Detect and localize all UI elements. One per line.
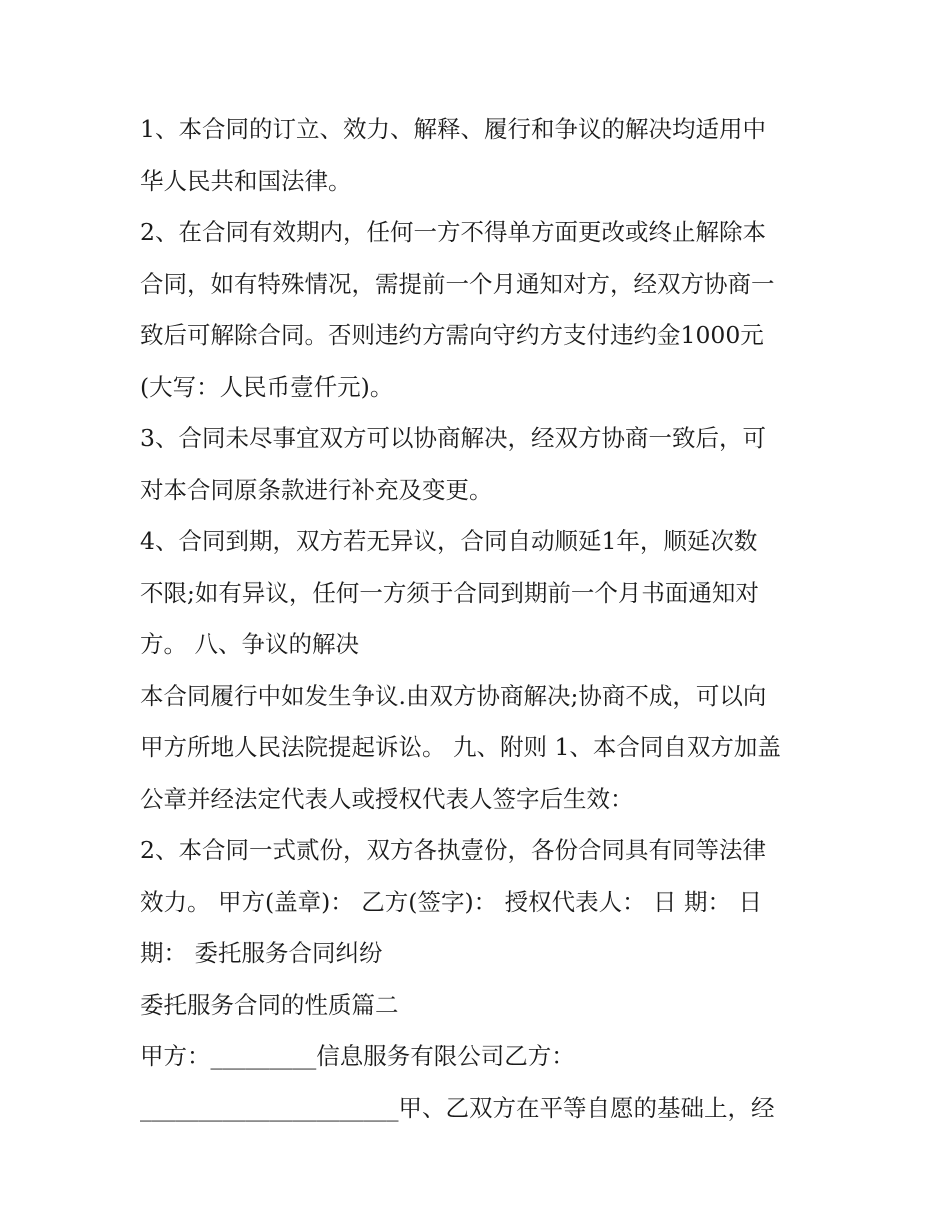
text-line: 甲方所地人民法院提起诉讼。 九、附则 1、本合同自双方加盖 xyxy=(140,733,781,761)
text-line: 效力。 甲方(盖章)： 乙方(签字)： 授权代表人： 日 期： 日 xyxy=(140,887,762,916)
text-line: 期： 委托服务合同纠纷 xyxy=(140,939,383,967)
text-line: 对本合同原条款进行补充及变更。 xyxy=(140,475,493,504)
text-line: 4、合同到期，双方若无异议，合同自动顺延1年，顺延次数 xyxy=(140,527,758,555)
text-line: 本合同履行中如发生争议.由双方协商解决;协商不成，可以向 xyxy=(140,681,767,710)
section-heading: 委托服务合同的性质篇二 xyxy=(140,990,399,1019)
text-line: (大写：人民币壹仟元)。 xyxy=(140,372,394,401)
text-line: 公章并经法定代表人或授权代表人签字后生效： xyxy=(140,784,634,813)
document-body xyxy=(140,104,820,1134)
text-line: 华人民共和国法律。 xyxy=(140,166,352,195)
text-line: 2、本合同一式贰份，双方各执壹份，各份合同具有同等法律 xyxy=(140,836,766,864)
text-line: 2、在合同有效期内，任何一方不得单方面更改或终止解除本 xyxy=(140,218,766,246)
text-line: 方。 八、争议的解决 xyxy=(140,630,359,658)
text-line: 甲方：_________信息服务有限公司乙方： xyxy=(140,1042,575,1070)
text-line: ______________________甲、乙双方在平等自愿的基础上，经 xyxy=(140,1093,775,1122)
text-line: 1、本合同的订立、效力、解释、履行和争议的解决均适用中 xyxy=(140,115,766,143)
text-line: 致后可解除合同。否则违约方需向守约方支付违约金1000元 xyxy=(140,321,764,349)
text-line: 不限;如有异议，任何一方须于合同到期前一个月书面通知对 xyxy=(140,578,759,607)
text-line: 合同，如有特殊情况，需提前一个月通知对方，经双方协商一 xyxy=(140,269,775,298)
text-line: 3、合同未尽事宜双方可以协商解决，经双方协商一致后，可 xyxy=(140,424,766,452)
